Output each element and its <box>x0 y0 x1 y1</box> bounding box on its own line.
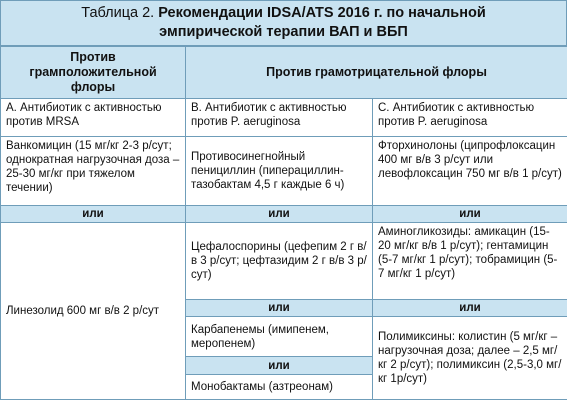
connector-b-3: или <box>186 357 373 375</box>
table-number: Таблица 2. <box>81 5 155 21</box>
subheader-b: В. Антибиотик с активностью против P. aeruginosa <box>186 99 373 137</box>
cell-aminoglycosides: Аминогликозиды: амикацин (15-20 мг/кг в/в 1 р/сут); гентамицин (5-7 мг/кг 1 р/сут); тобрамицин (5-7 мг/кг 1 р/сут) <box>373 223 567 299</box>
table-title-text-1: Рекомендации IDSA/ATS 2016 г. по начальной <box>158 5 486 21</box>
cell-linezolid: Линезолид 600 мг в/в 2 р/сут <box>1 223 186 400</box>
cell-cephalosporins: Цефалоспорины (цефепим 2 г в/в 3 р/сут; цефтазидим 2 г в/в 3 р/сут) <box>186 223 373 299</box>
table-title-line-1 <box>1 4 566 23</box>
connector-a: или <box>1 205 186 223</box>
cell-polymyxins: Полимиксины: колистин (5 мг/кг – нагрузочная доза; далее – 2,5 мг/кг 2 р/сут); полимиксин (2,5-3,0 мг/кг 1р/сут) <box>373 317 567 400</box>
cell-penicillin: Противосинегнойный пенициллин (пиперациллин-тазобактам 4,5 г каждые 6 ч) <box>186 136 373 205</box>
recommendations-table <box>0 46 567 400</box>
cell-fluoroquinolones: Фторхинолоны (ципрофлоксацин 400 мг в/в 3 р/сут или левофлоксацин 750 мг в/в 1 р/сут) <box>373 136 567 205</box>
table-row <box>1 136 567 205</box>
cell-monobactams: Монобактамы (азтреонам) <box>186 374 373 399</box>
connector-row <box>1 205 567 223</box>
connector-c-2: или <box>373 299 567 317</box>
subheader-a: А. Антибиотик с активностью против MRSA <box>1 99 186 137</box>
cell-carbapenems: Карбапенемы (имипенем, меропенем) <box>186 317 373 357</box>
header-gram-positive: Против грамположительной флоры <box>1 47 186 99</box>
connector-c-1: или <box>373 205 567 223</box>
header-gram-negative: Против грамотрицательной флоры <box>186 47 567 99</box>
table-title <box>0 0 567 46</box>
table-title-text-2: эмпирической терапии ВАП и ВБП <box>159 24 408 40</box>
cell-vancomycin: Ванкомицин (15 мг/кг 2-3 р/сут; однократная нагрузочная доза – 25-30 мг/кг при тяжелом течении) <box>1 136 186 205</box>
connector-b-1: или <box>186 205 373 223</box>
subheader-row <box>1 99 567 137</box>
table-header-row <box>1 47 567 99</box>
table-row <box>1 223 567 299</box>
connector-b-2: или <box>186 299 373 317</box>
subheader-c: С. Антибиотик с активностью против P. aeruginosa <box>373 99 567 137</box>
